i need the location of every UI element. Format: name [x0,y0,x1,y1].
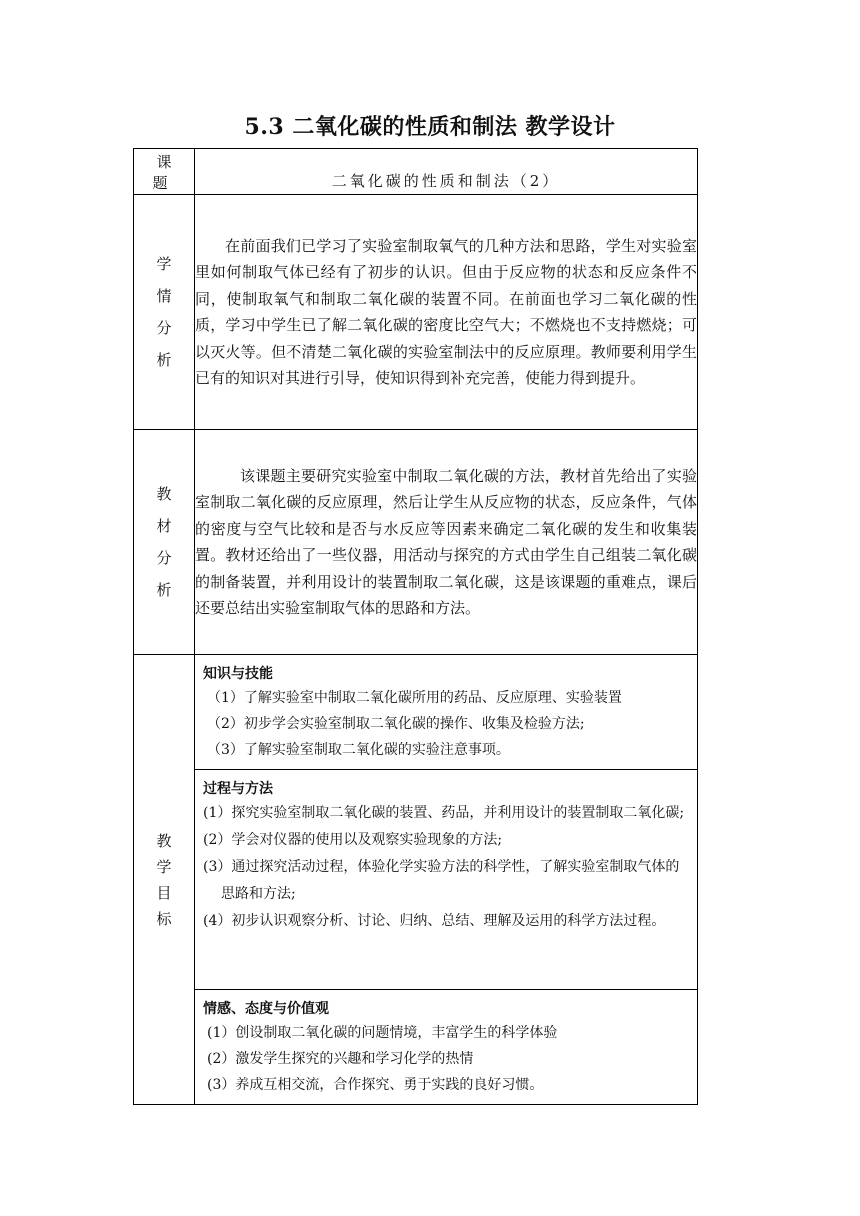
process-heading: 过程与方法 [203,781,273,797]
label-char: 析 [156,581,172,599]
label-char: 情 [156,287,172,305]
student-analysis-label-cell [134,195,195,430]
label-char: 材 [156,517,172,535]
objectives-label-cell [134,655,195,1105]
knowledge-goals-cell [195,655,698,770]
attitude-goals-cell [195,990,698,1105]
knowledge-goals-row [134,655,698,770]
label-char: 教 [156,485,172,503]
label-char: 析 [156,351,172,369]
process-item: (2）学会对仪器的使用以及观察实验现象的方法; [203,832,503,848]
student-analysis-row [134,195,698,430]
material-analysis-label [134,483,194,601]
topic-label-cell [134,149,195,195]
label-char: 教 [156,831,172,850]
objectives-label [134,830,194,930]
material-analysis-text: 该课题主要研究实验室中制取二氧化碳的方法，教材首先给出了实验室制取二氧化碳的反应原理，然后让学生从反应物的状态，反应条件，气体的密度与空气比较和是否与水反应等因素来确定二氧化碳的发生和收集装置。教材还给出了一些仪器，用活动与探究的方式由学生自己组装二氧化碳的制备装置，并利用设计的装置制取二氧化碳，这是该课题的重难点，课后还要总结出实验室制取气体的思路和方法。 [195,430,698,655]
topic-row [134,149,698,195]
knowledge-item: （2）初步学会实验室制取二氧化碳的操作、收集及检验方法; [207,716,585,732]
attitude-item: (3）养成互相交流，合作探究、勇于实践的良好习惯。 [207,1077,544,1093]
knowledge-item: （1）了解实验室中制取二氧化碳所用的药品、反应原理、实验装置 [207,690,622,706]
label-char: 分 [156,549,172,567]
label-char: 学 [156,255,172,273]
material-analysis-row [134,430,698,655]
label-char: 分 [156,319,172,337]
material-analysis-label-cell [134,430,195,655]
process-goals-row [134,770,698,990]
lesson-plan-table [133,148,698,1105]
topic-value: 二氧化碳的性质和制法（2） [195,149,698,195]
attitude-heading: 情感、态度与价值观 [203,1001,329,1017]
label-char: 学 [156,857,172,876]
attitude-goals-row [134,990,698,1105]
attitude-item: (1）创设制取二氧化碳的问题情境，丰富学生的科学体验 [207,1025,558,1041]
process-item: (1）探究实验室制取二氧化碳的装置、药品，并利用设计的装置制取二氧化碳; [203,805,685,821]
label-char: 标 [156,909,172,928]
label-char: 目 [156,883,172,902]
process-item: (4）初步认识观察分析、讨论、归纳、总结、理解及运用的科学方法过程。 [203,913,666,929]
topic-label: 课 题 [152,152,180,192]
knowledge-item: （3）了解实验室制取二氧化碳的实验注意事项。 [207,742,510,758]
student-analysis-text: 在前面我们已学习了实验室制取氧气的几种方法和思路，学生对实验室里如何制取气体已经有了初步的认识。但由于反应物的状态和反应条件不同，使制取氧气和制取二氧化碳的装置不同。在前面也学习二氧化碳的性质，学习中学生已了解二氧化碳的密度比空气大；不燃烧也不支持燃烧；可以灭火等。但不清楚二氧化碳的实验室制法中的反应原理。教师要利用学生已有的知识对其进行引导，使知识得到补充完善，使能力得到提升。 [195,195,698,430]
process-goals-cell [195,770,698,990]
student-analysis-label [134,253,194,371]
process-item: (3）通过探究活动过程，体验化学实验方法的科学性，了解实验室制取气体的思路和方法; [203,859,680,902]
page-title: 5.3 二氧化碳的性质和制法 教学设计 [244,114,616,140]
attitude-item: (2）激发学生探究的兴趣和学习化学的热情 [207,1051,474,1067]
knowledge-heading: 知识与技能 [203,666,273,682]
